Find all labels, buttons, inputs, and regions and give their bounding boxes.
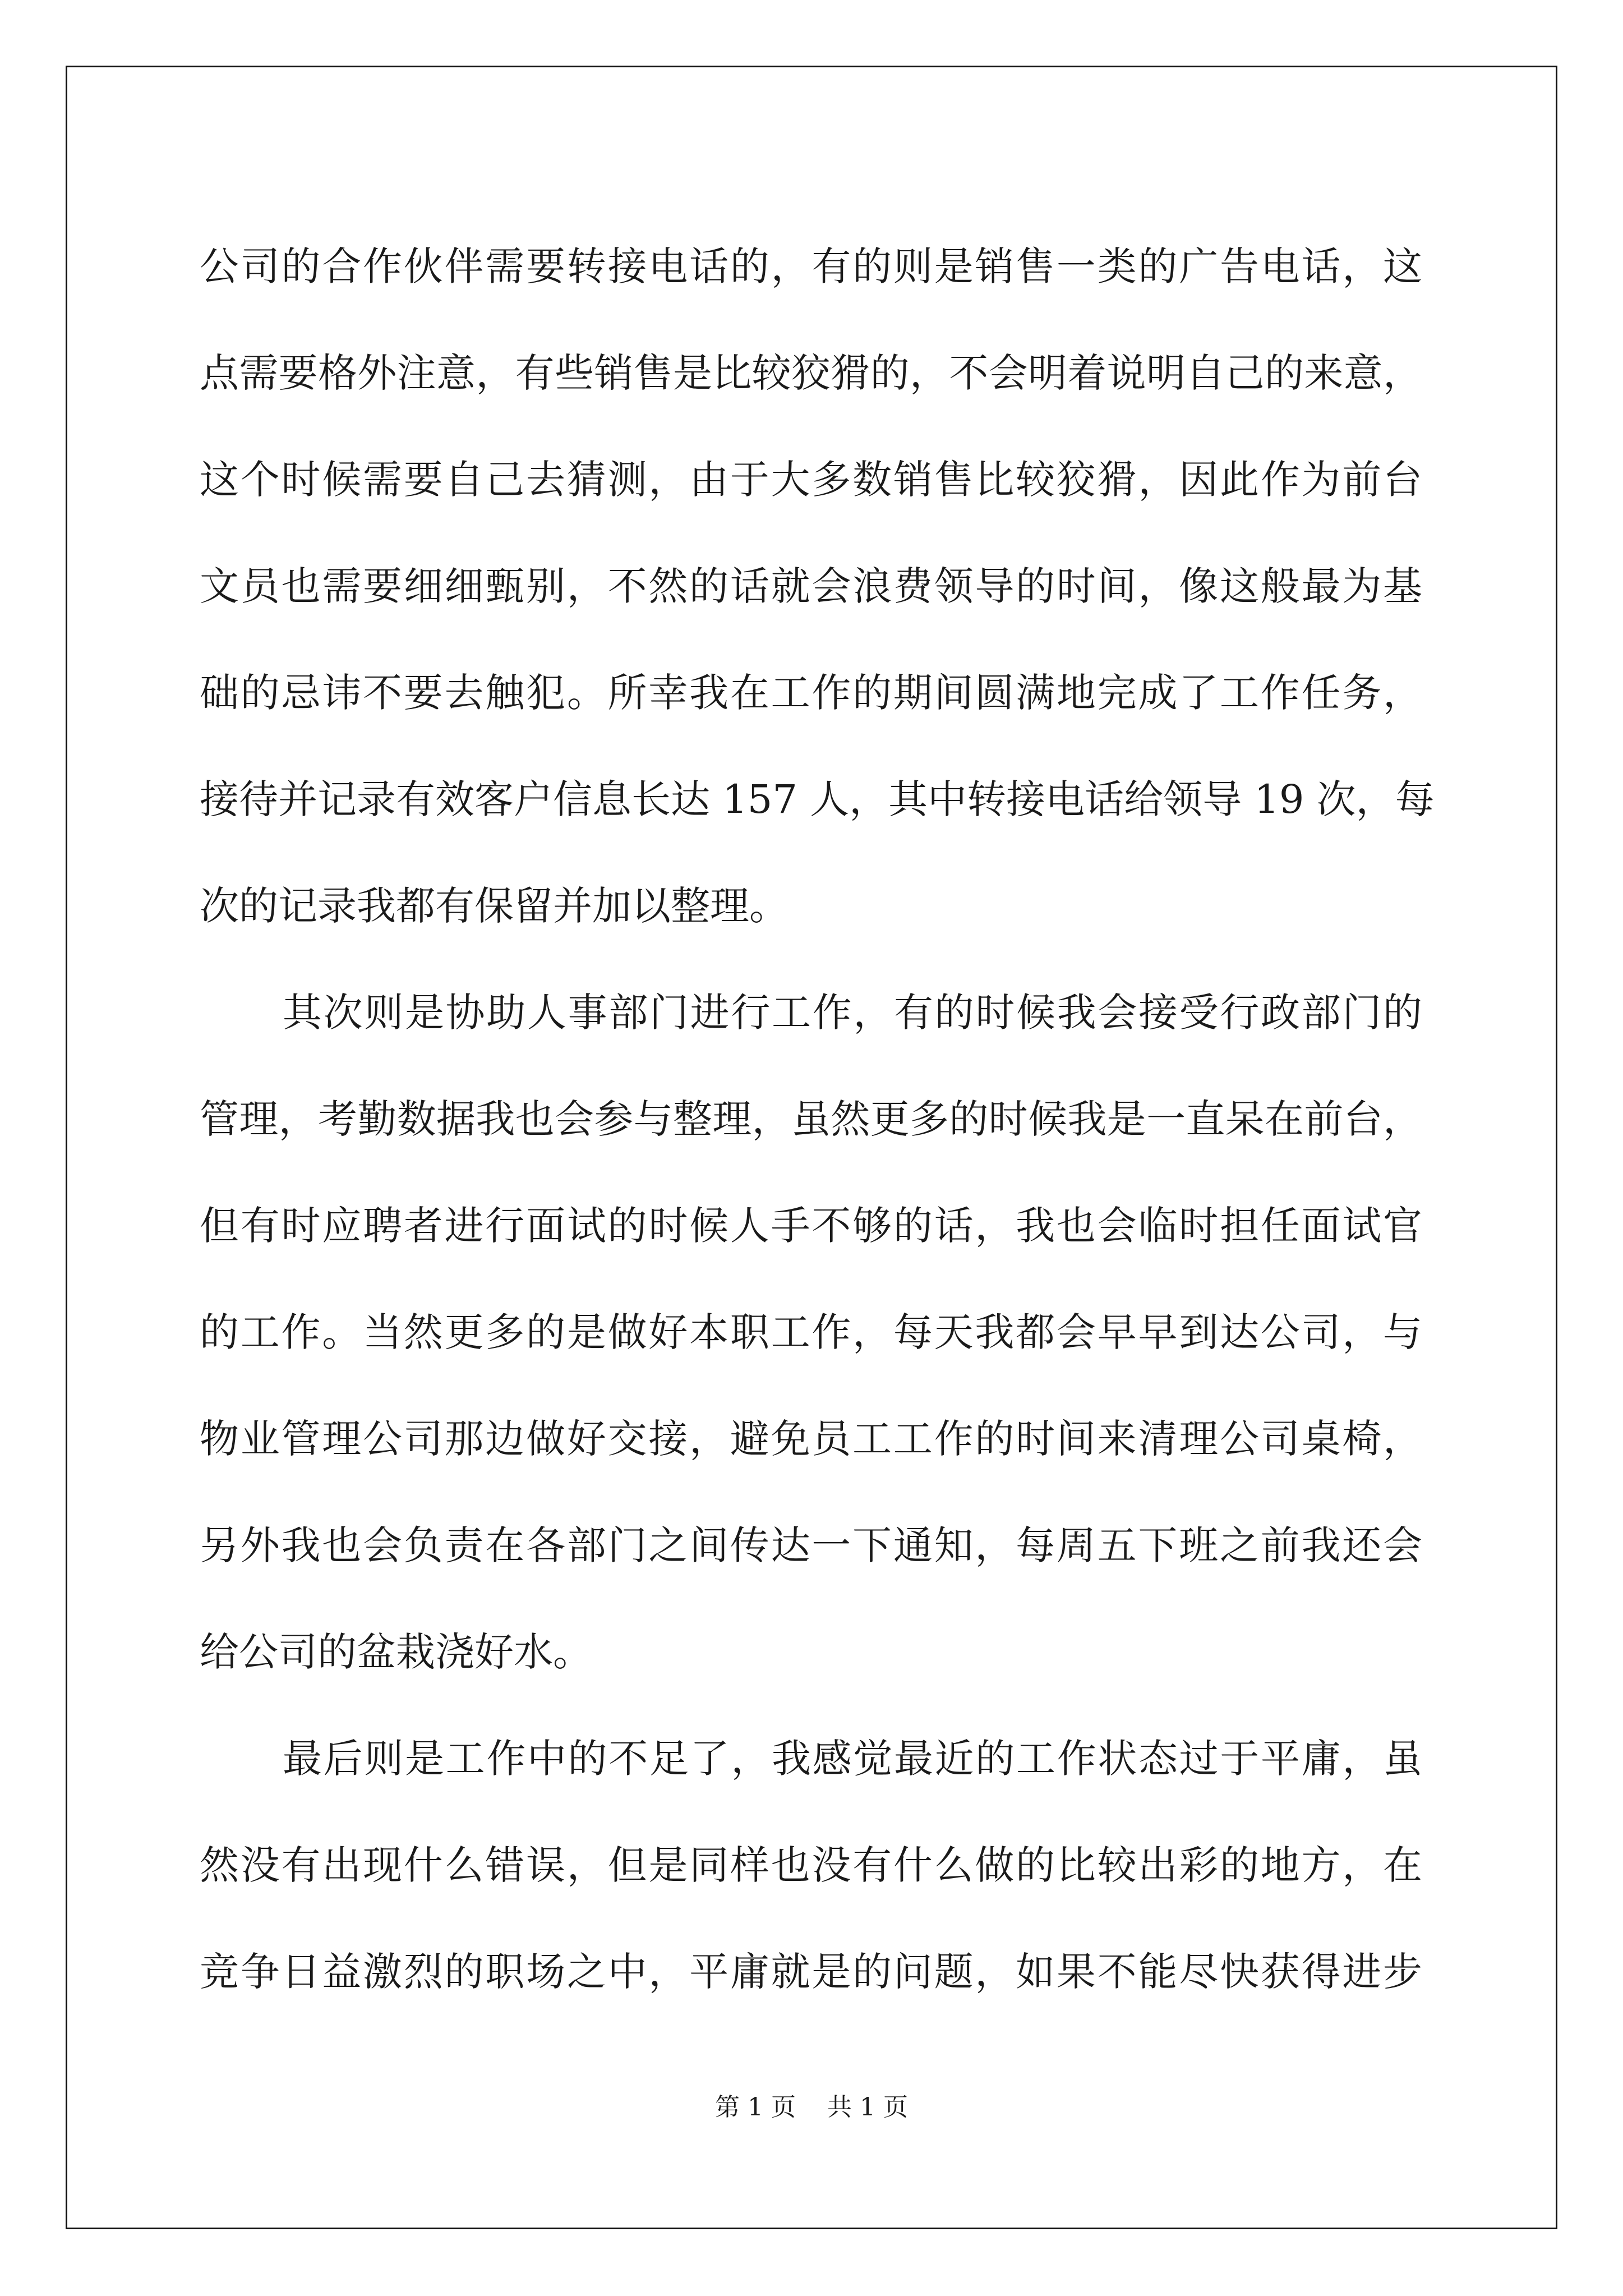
text-line: 另外我也会负责在各部门之间传达一下通知，每周五下班之前我还会 [200,1522,1422,1568]
text-line: 物业管理公司那边做好交接，避免员工工作的时间来清理公司桌椅， [200,1416,1422,1462]
page-total: 共 1 页 [827,2093,908,2122]
text-line: 然没有出现什么错误，但是同样也没有什么做的比较出彩的地方，在 [200,1842,1422,1888]
page-number: 第 1 页 [715,2093,796,2122]
text-line: 公司的合作伙伴需要转接电话的，有的则是销售一类的广告电话，这 [200,243,1422,289]
text-line: 管理，考勤数据我也会参与整理，虽然更多的时候我是一直呆在前台， [200,1096,1422,1142]
document-body [200,213,1435,2025]
text-line: 竞争日益激烈的职场之中，平庸就是的问题，如果不能尽快获得进步 [200,1949,1422,1995]
page-footer [0,2091,1623,2124]
text-line: 次的记录我都有保留并加以整理。 [200,883,789,929]
text-line: 接待并记录有效客户信息长达 157 人，其中转接电话给领导 19 次，每 [200,776,1435,822]
text-line: 这个时候需要自己去猜测，由于大多数销售比较狡猾，因此作为前台 [200,457,1422,503]
text-line: 但有时应聘者进行面试的时候人手不够的话，我也会临时担任面试官 [200,1203,1422,1249]
text-line: 给公司的盆栽浇好水。 [200,1629,592,1675]
paragraph-first-line: 其次则是协助人事部门进行工作，有的时候我会接受行政部门的 [283,990,1422,1036]
text-line: 础的忌讳不要去触犯。所幸我在工作的期间圆满地完成了工作任务， [200,670,1422,716]
paragraph-first-line: 最后则是工作中的不足了，我感觉最近的工作状态过于平庸，虽 [283,1736,1422,1782]
text-line: 文员也需要细细甄别，不然的话就会浪费领导的时间，像这般最为基 [200,563,1422,609]
text-line: 点需要格外注意，有些销售是比较狡猾的，不会明着说明自己的来意， [200,350,1422,396]
text-line: 的工作。当然更多的是做好本职工作，每天我都会早早到达公司，与 [200,1309,1422,1355]
